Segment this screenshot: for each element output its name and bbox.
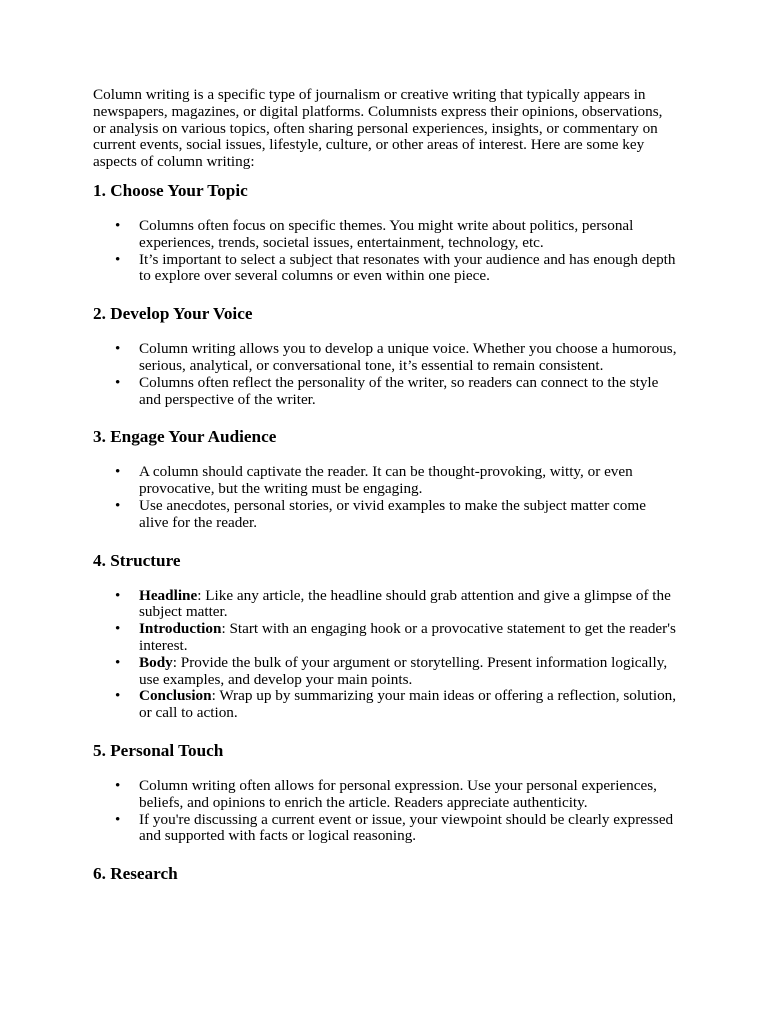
- section-heading-structure: 4. Structure: [93, 550, 181, 570]
- section-heading-personal-touch: 5. Personal Touch: [93, 740, 224, 760]
- list-item-text: : Start with an engaging hook or a provocative statement to get the reader's interest.: [139, 620, 676, 654]
- section-list-engage-audience: [93, 464, 678, 531]
- section-heading-research: 6. Research: [93, 864, 178, 884]
- list-item-term: Body: [139, 653, 173, 671]
- section-heading-engage-audience: 3. Engage Your Audience: [93, 427, 277, 447]
- list-item: [139, 655, 678, 689]
- list-item-text: : Wrap up by summarizing your main ideas or offering a reflection, solution, or call to action.: [139, 687, 677, 722]
- list-item-text: : Provide the bulk of your argument or storytelling. Present information logically, use examples, and develop your main points.: [139, 653, 668, 688]
- list-item: [139, 688, 678, 722]
- section-list-personal-touch: [93, 778, 678, 845]
- section-heading-choose-topic: 1. Choose Your Topic: [93, 180, 248, 200]
- list-item: [139, 588, 678, 622]
- list-item-text: : Like any article, the headline should grab attention and give a glimpse of the subject matter.: [139, 586, 671, 621]
- section-heading-develop-voice: 2. Develop Your Voice: [93, 304, 253, 324]
- list-item-term: Introduction: [139, 620, 222, 638]
- list-item: • Use anecdotes, personal stories, or vivid examples to make the subject matter come alive for the reader.: [139, 498, 678, 532]
- list-item: • It’s important to select a subject that resonates with your audience and has enough depth to explore over several columns or even within one piece.: [139, 252, 678, 286]
- section-list-choose-topic: [93, 218, 678, 285]
- list-item: • Column writing allows you to develop a unique voice. Whether you choose a humorous, serious, analytical, or conversational tone, it’s essential to remain consistent.: [139, 341, 678, 375]
- section-list-structure: [93, 588, 678, 722]
- list-item-term: Conclusion: [139, 687, 212, 705]
- list-item: • Columns often reflect the personality of the writer, so readers can connect to the style and perspective of the writer.: [139, 375, 678, 409]
- list-item: • Column writing often allows for personal expression. Use your personal experiences, beliefs, and opinions to enrich the article. Readers appreciate authenticity.: [139, 778, 678, 812]
- intro-paragraph: Column writing is a specific type of journalism or creative writing that typically appears in newspapers, magazines, or digital platforms. Columnists express their opinions, observations, or analysis on various topics, often sharing personal experiences, insights, or commentary on current events, social issues, lifestyle, culture, or other areas of interest. Here are some key aspects of column writing:: [93, 86, 663, 171]
- list-item-term: Headline: [139, 586, 198, 604]
- section-list-develop-voice: [93, 341, 678, 408]
- list-item: [139, 621, 678, 655]
- list-item: • Columns often focus on specific themes. You might write about politics, personal experiences, trends, societal issues, entertainment, technology, etc.: [139, 218, 678, 252]
- list-item: • A column should captivate the reader. It can be thought-provoking, witty, or even provocative, but the writing must be engaging.: [139, 464, 678, 498]
- list-item: • If you're discussing a current event or issue, your viewpoint should be clearly expressed and supported with facts or logical reasoning.: [139, 812, 678, 846]
